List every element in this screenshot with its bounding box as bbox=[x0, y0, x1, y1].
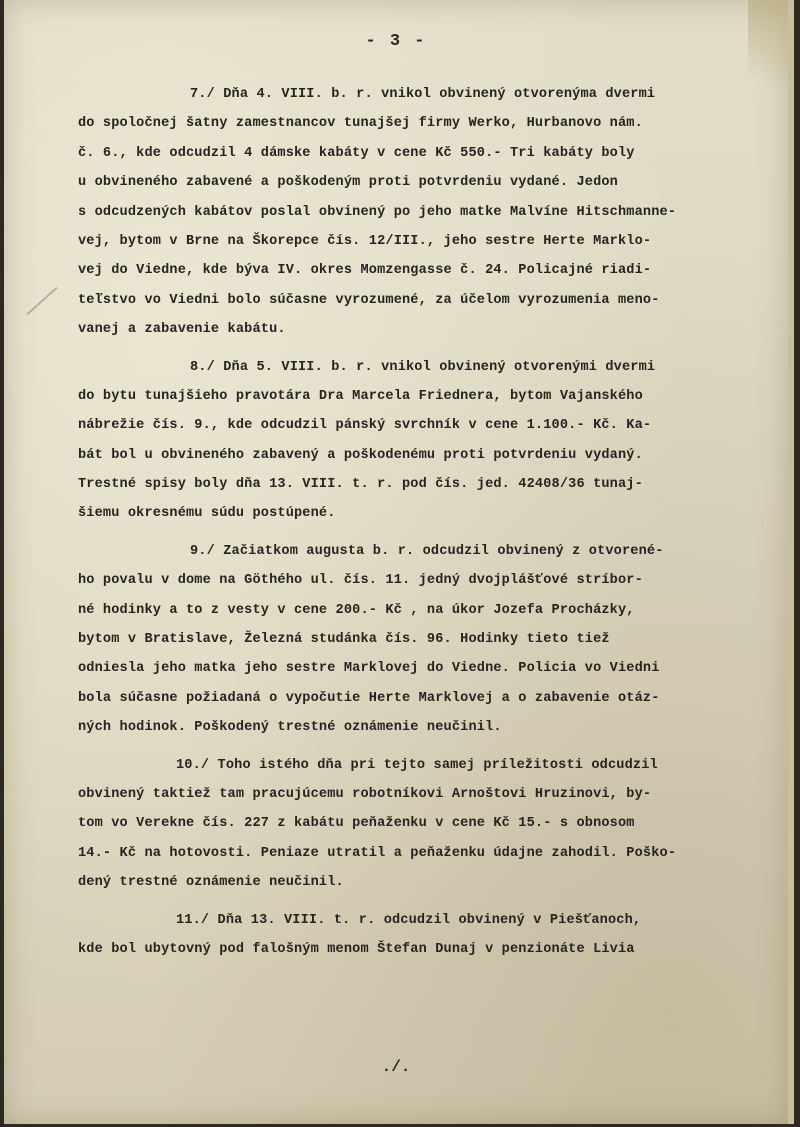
text-line: 7./ Dňa 4. VIII. b. r. vnikol obvinený otvorenýma dvermi bbox=[190, 87, 656, 102]
paragraph-7 bbox=[78, 80, 762, 345]
paragraph-8 bbox=[78, 353, 762, 529]
text-line: Trestné spisy boly dňa 13. VIII. t. r. pod čís. jed. 42408/36 tunaj- bbox=[78, 477, 643, 493]
text-line: bát bol u obvineného zabavený a poškodenému proti potvrdeniu vydaný. bbox=[78, 447, 643, 463]
text-line: šiemu okresnému súdu postúpené. bbox=[78, 506, 336, 522]
text-line: vanej a zabavenie kabátu. bbox=[78, 322, 286, 338]
text-line: 14.- Kč na hotovosti. Peniaze utratil a peňaženku údajne zahodil. Poško- bbox=[78, 845, 677, 861]
text-line: obvinený taktiež tam pracujúcemu robotníkovi Arnoštovi Hruzinovi, by- bbox=[78, 786, 652, 802]
text-line: do spoločnej šatny zamestnancov tunajšej firmy Werko, Hurbanovo nám. bbox=[78, 116, 643, 132]
text-line: č. 6., kde odcudzil 4 dámske kabáty v cene Kč 550.- Tri kabáty boly bbox=[78, 145, 635, 161]
text-line: s odcudzených kabátov poslal obvinený po jeho matke Malvíne Hitschmanne- bbox=[78, 204, 677, 220]
text-line: bytom v Bratislave, Železná studánka čís. 96. Hodinky tieto tiež bbox=[78, 632, 610, 648]
continuation-mark: ./. bbox=[381, 1058, 411, 1076]
text-line: ho povalu v dome na Göthého ul. čís. 11. jedný dvojplášťové stríbor- bbox=[78, 573, 643, 589]
text-line: bola súčasne požiadaná o vypočutie Herte Marklovej a o zabavenie otáz- bbox=[78, 690, 660, 706]
text-line: u obvineného zabavené a poškodeným proti potvrdeniu vydané. Jedon bbox=[78, 175, 618, 191]
text-line: 11./ Dňa 13. VIII. t. r. odcudzil obvinený v Piešťanoch, bbox=[176, 912, 642, 928]
text-line: 8./ Dňa 5. VIII. b. r. vnikol obvinený otvorenými dvermi bbox=[190, 359, 656, 375]
text-line: tom vo Verekne čís. 227 z kabátu peňaženku v cene Kč 15.- s obnosom bbox=[78, 816, 635, 832]
text-line: odniesla jeho matka jeho sestre Marklovej do Viedne. Policia vo Viedni bbox=[78, 661, 660, 677]
text-line: vej do Viedne, kde býva IV. okres Momzengasse č. 24. Policajné riadi- bbox=[78, 263, 652, 279]
document-page bbox=[4, 0, 794, 1124]
text-line: teľstvo vo Viedni bolo súčasne vyrozumené, za účelom vyrozumenia meno- bbox=[78, 292, 660, 308]
page-number: - 3 - bbox=[365, 32, 427, 51]
typewritten-body bbox=[78, 80, 762, 964]
paragraph-11 bbox=[78, 906, 762, 965]
paragraph-9 bbox=[78, 537, 762, 743]
text-line: do bytu tunajšieho pravotára Dra Marcela Friednera, bytom Vajanského bbox=[78, 388, 643, 404]
text-line: kde bol ubytovný pod falošným menom Štefan Dunaj v penzionáte Livia bbox=[78, 941, 635, 957]
text-line: 9./ Začiatkom augusta b. r. odcudzil obvinený z otvorené- bbox=[190, 543, 664, 559]
text-line: dený trestné oznámenie neučinil. bbox=[78, 875, 344, 891]
text-line: né hodinky a to z vesty v cene 200.- Kč , na úkor Jozefa Procházky, bbox=[78, 602, 635, 618]
paragraph-10 bbox=[78, 751, 762, 898]
text-line: 10./ Toho istého dňa pri tejto samej príležitosti odcudzil bbox=[176, 757, 658, 773]
pencil-mark bbox=[26, 287, 57, 315]
text-line: nábrežie čís. 9., kde odcudzil pánský svrchník v cene 1.100.- Kč. Ka- bbox=[78, 418, 652, 434]
text-line: ných hodinok. Poškodený trestné oznámenie neučinil. bbox=[78, 720, 502, 736]
text-line: vej, bytom v Brne na Škorepce čís. 12/III., jeho sestre Herte Marklo- bbox=[78, 233, 652, 249]
